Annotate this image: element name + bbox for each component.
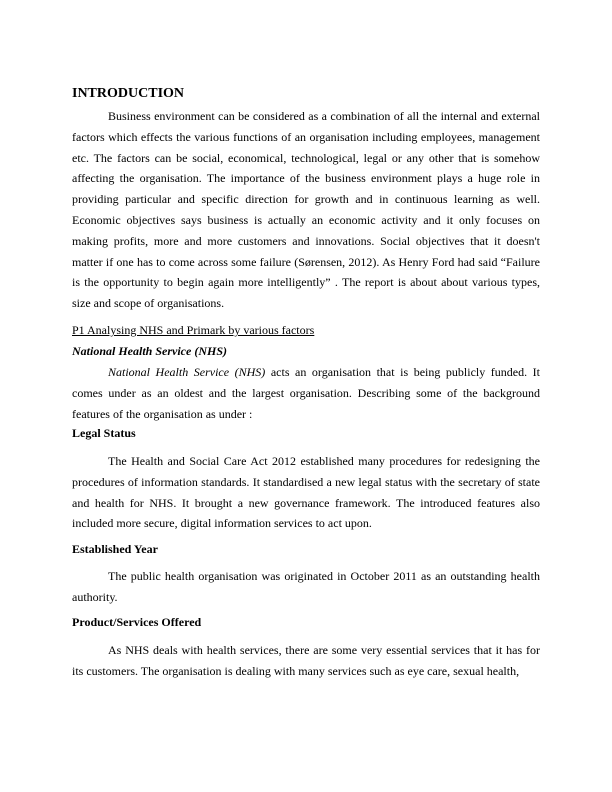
nhs-paragraph-text: acts an organisation that is being publicly funded. It comes under as an oldest and the largest organisation. Describing some of the background features of the organisation as under : (72, 365, 540, 421)
nhs-paragraph (72, 362, 540, 424)
legal-status-heading: Legal Status (72, 426, 136, 440)
section-p1-heading: P1 Analysing NHS and Primark by various factors (72, 323, 315, 337)
nhs-paragraph-italic: National Health Service (NHS) (108, 365, 266, 379)
established-year-heading: Established Year (72, 542, 158, 556)
products-services-paragraph: As NHS deals with health services, there are some very essential services that it has for its customers. The organisation is dealing with many services such as eye care, sexual health, (72, 643, 540, 678)
nhs-heading: National Health Service (NHS) (72, 344, 227, 358)
established-year-paragraph: The public health organisation was originated in October 2011 as an outstanding health authority. (72, 569, 540, 604)
products-services-heading: Product/Services Offered (72, 615, 202, 629)
legal-status-paragraph: The Health and Social Care Act 2012 established many procedures for redesigning the procedures of information standards. It standardised a new legal status with the secretary of state and health for NHS. It brought a new governance framework. The introduced features also included more secure, digital information services to act upon. (72, 454, 540, 531)
introduction-paragraph: Business environment can be considered as a combination of all the internal and external factors which effects the various functions of an organisation including employees, management etc. The factors can be social, economical, technological, legal or any other that is somehow affecting the organisation. The importance of the business environment plays a huge role in providing particular and specific direction for growth and in continuous learning as well. Economic objectives says business is actually an economic activity and it only focuses on making profits, more and more customers and innovations. Social objectives that it doesn't matter if one has to come across some failure (Sørensen, 2012). As Henry Ford had said “Failure is the opportunity to begin again more intelligently” . The report is about about various types, size and scope of organisations. (72, 109, 540, 311)
introduction-heading: INTRODUCTION (72, 86, 185, 101)
